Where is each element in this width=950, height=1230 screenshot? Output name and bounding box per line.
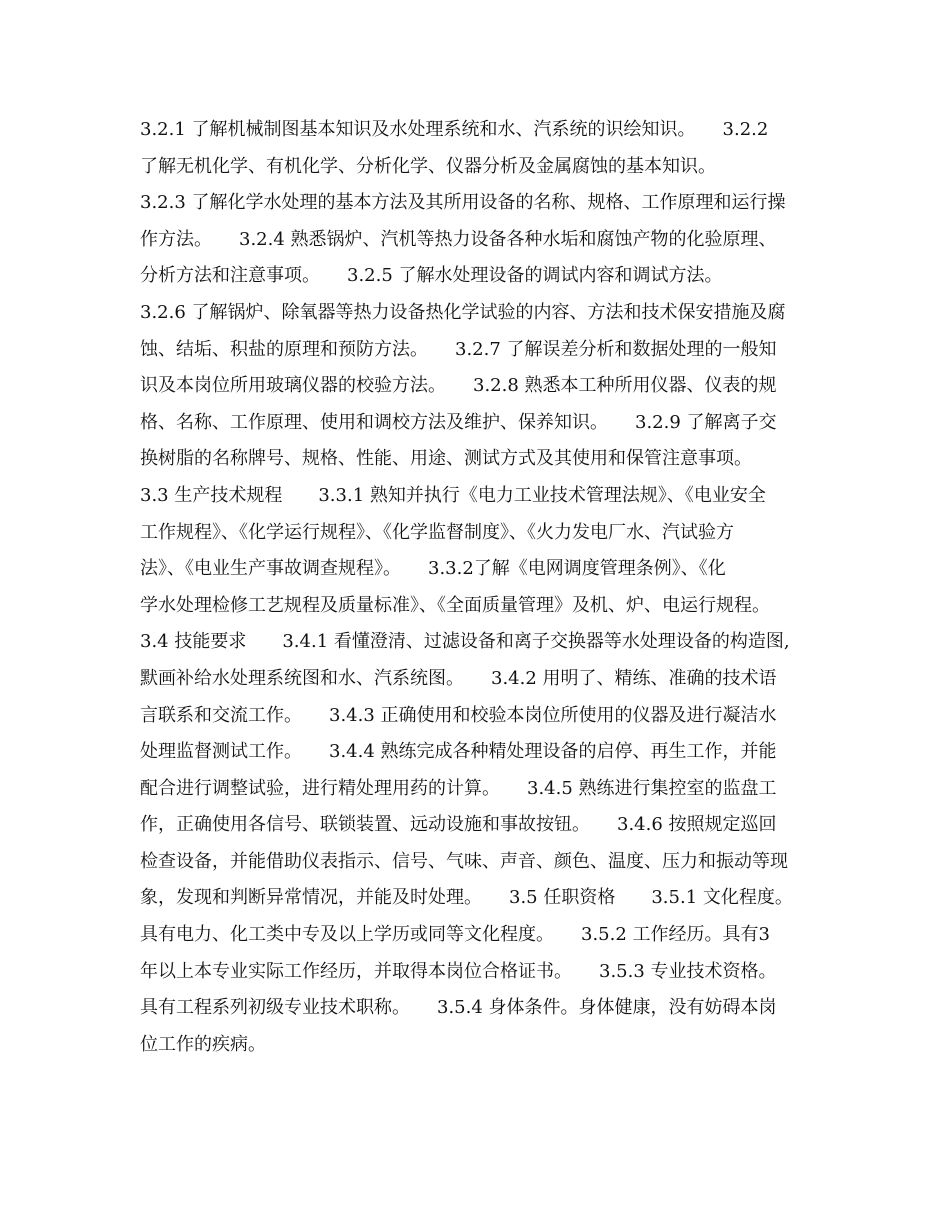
text-line: 检查设备，并能借助仪表指示、信号、气味、声音、颜色、温度、压力和振动等现 [140,850,788,872]
text-line: 蚀、结垢、积盐的原理和预防方法。 3.2.7 了解误差分析和数据处理的一般知 [140,338,777,360]
text-line: 年以上本专业实际工作经历，并取得本岗位合格证书。 3.5.3 专业技术资格。 [140,960,777,982]
text-line: 工作规程》、《化学运行规程》、《化学监督制度》、《火力发电厂水、汽试验方 [140,521,734,543]
text-line: 默画补给水处理系统图和水、汽系统图。 3.4.2 用明了、精练、准确的技术语 [140,667,777,689]
text-line: 3.4 技能要求 3.4.1 看懂澄清、过滤设备和离子交换器等水处理设备的构造图, [140,631,790,653]
text-line: 3.2.6 了解锅炉、除氧器等热力设备热化学试验的内容、方法和技术保安措施及腐 [140,301,786,323]
text-line: 学水处理检修工艺规程及质量标准》、《全面质量管理》及机、炉、电运行规程。 [140,594,770,616]
text-line: 象，发现和判断异常情况，并能及时处理。 3.5 任职资格 3.5.1 文化程度。 [140,887,793,909]
body-text [140,112,820,1063]
text-line: 处理监督测试工作。 3.4.4 熟练完成各种精处理设备的启停、再生工作，并能 [140,741,777,763]
text-line: 作方法。 3.2.4 熟悉锅炉、汽机等热力设备各种水垢和腐蚀产物的化验原理、 [140,228,777,250]
text-line: 配合进行调整试验，进行精处理用药的计算。 3.4.5 熟练进行集控室的监盘工 [140,777,777,799]
text-line: 3.2.1 了解机械制图基本知识及水处理系统和水、汽系统的识绘知识。 3.2.2 [140,119,769,140]
text-line: 法》、《电业生产事故调查规程》。 3.3.2了解《电网调度管理条例》、《化 [140,558,726,580]
text-line: 换树脂的名称牌号、规格、性能、用途、测试方式及其使用和保管注意事项。 [140,448,752,470]
text-line: 作，正确使用各信号、联锁装置、远动设施和事故按钮。 3.4.6 按照规定巡回 [140,814,777,836]
text-line: 位工作的疾病。 [140,1033,266,1055]
text-line: 分析方法和注意事项。 3.2.5 了解水处理设备的调试内容和调试方法。 [140,265,723,287]
text-line: 具有电力、化工类中专及以上学历或同等文化程度。 3.5.2 工作经历。具有3 [140,924,770,946]
text-line: 具有工程系列初级专业技术职称。 3.5.4 身体条件。身体健康，没有妨碍本岗 [140,997,777,1019]
text-line: 格、名称、工作原理、使用和调校方法及维护、保养知识。 3.2.9 了解离子交 [140,411,777,433]
text-line: 3.2.3 了解化学水处理的基本方法及其所用设备的名称、规格、工作原理和运行操 [140,192,786,214]
text-line: 识及本岗位所用玻璃仪器的校验方法。 3.2.8 熟悉本工种所用仪器、仪表的规 [140,375,777,397]
text-line: 3.3 生产技术规程 3.3.1 熟知并执行《电力工业技术管理法规》、《电业安全 [140,484,766,506]
text-line: 了解无机化学、有机化学、分析化学、仪器分析及金属腐蚀的基本知识。 [140,155,716,177]
text-line: 言联系和交流工作。 3.4.3 正确使用和校验本岗位所使用的仪器及进行凝洁水 [140,704,777,726]
